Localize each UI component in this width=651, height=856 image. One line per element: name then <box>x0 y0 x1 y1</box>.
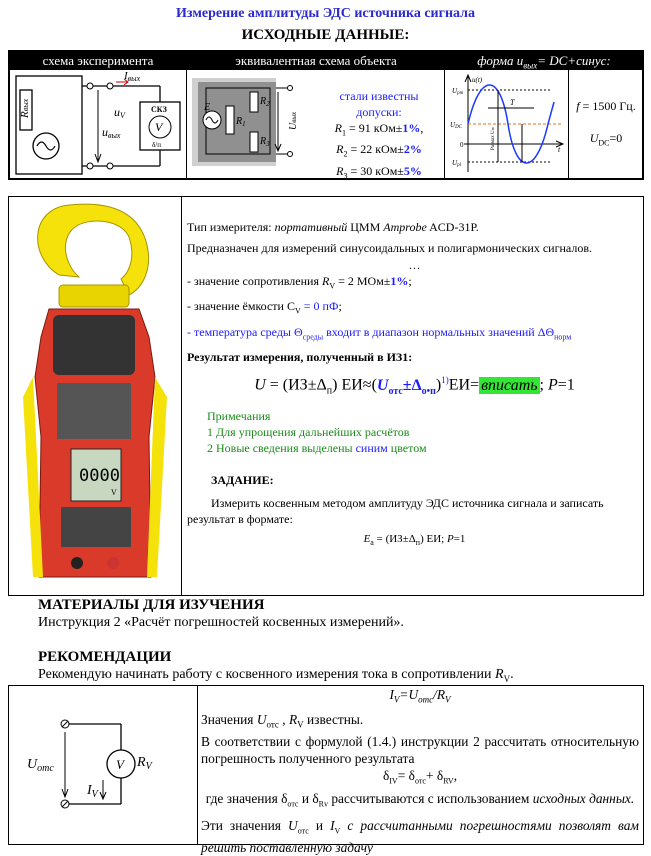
conclusion: Эти значения $U_{отс}$ и $I_V$ с рассчитанными погрешностями позволят вам решить поставленную задачу <box>201 817 639 856</box>
voltmeter-v-label: V <box>116 757 124 772</box>
temperature-param: - температура среды $\Theta_{среды}$ входит в диапазон нормальных значений $\Delta\Theta_{норм}$ <box>187 324 572 342</box>
recommendations-text: Рекомендую начинать работу с косвенного измерения тока в сопротивлении $R_V$. <box>38 667 514 684</box>
rms-label: СКЗ <box>151 105 167 114</box>
u-pm-label: Upm <box>452 87 464 96</box>
current-formula: $I_V=U_{отс}/R_V$ <box>389 687 451 705</box>
header-experiment-scheme: схема эксперимента <box>42 53 154 68</box>
initial-data-table <box>8 50 644 180</box>
tolerances-block <box>316 88 442 184</box>
capacitance-param: - значение ёмкости $С_V = 0$ пФ; <box>187 299 342 316</box>
table-header-bar <box>10 52 642 70</box>
tolerances-caption: стали известны <box>339 89 419 103</box>
u-t-label: u(t) <box>472 76 483 84</box>
section-title-initial-data: ИСХОДНЫЕ ДАННЫЕ: <box>241 27 410 43</box>
meter-display-unit: V <box>111 488 117 497</box>
header-waveform: форма $u_{вых}=$ DC+синус: <box>477 53 611 71</box>
u-out-label: Uвых <box>288 111 299 130</box>
equivalent-circuit-diagram <box>192 74 312 174</box>
instrument-info <box>187 217 642 553</box>
task-text: Измерить косвенным методом амплитуду ЭДС источника сигнала и записать результат в формате: <box>187 495 604 526</box>
dc-value: $U_{DC}=0$ <box>589 131 623 148</box>
r-v-label: $R_V$ <box>137 755 152 772</box>
instrument-purpose: Предназначен для измерений синусоидальных и полигармонических сигналов. <box>187 241 593 255</box>
r2-tolerance: $R_2 = 22$ кОм±2% <box>336 142 422 159</box>
meter-v-label: V <box>155 120 163 134</box>
recommendations-title: РЕКОМЕНДАЦИИ <box>38 649 172 665</box>
period-label: T <box>510 98 515 107</box>
i-out-label: Iвых <box>124 70 141 83</box>
task-format: $E_a = (ИЗ\pm\Delta_п)$ ЕИ; P=1 <box>363 532 466 547</box>
tolerances-caption: допуски: <box>356 105 402 119</box>
ellipsis: … <box>408 258 421 272</box>
result-label: Результат измерения, полученный в ИЗ1: <box>187 350 413 365</box>
r3-tolerance: $R_3 = 30$ кОм±5% <box>336 163 422 181</box>
instrument-table <box>8 196 644 596</box>
fill-in-highlight: вписать <box>481 376 538 394</box>
u-v-label: uV <box>114 105 125 120</box>
u-ots-label: $U_{отс}$ <box>27 757 54 774</box>
current-circuit-diagram <box>9 686 197 844</box>
experiment-circuit-diagram <box>10 70 186 178</box>
u-pl-label: Upl <box>452 159 461 168</box>
materials-text: Инструкция 2 «Расчёт погрешностей косвенных измерений». <box>38 615 404 630</box>
note-2: 2 Новые сведения выделены синим цветом <box>207 440 427 455</box>
waveform-graph <box>450 72 566 178</box>
result-formula: $U = (ИЗ\pm\Delta_п)$ $ЕИ\approx(U_{отс}\pm\Delta_{о•п})^{1)}ЕИ=$ вписать ; P=1 <box>254 375 575 397</box>
instrument-type: Тип измерителя: портативный ЦММ Amprobe ACD-31P. <box>187 220 479 234</box>
meter-display-digits: 0000 <box>79 466 120 486</box>
r-out-label: Rвых <box>19 98 31 118</box>
r3-label: $R_3$ <box>260 136 270 148</box>
current-circuit-cell <box>9 686 198 844</box>
divider <box>444 52 445 178</box>
task-title: ЗАДАНИЕ: <box>211 472 274 487</box>
r2-label: $R_2$ <box>260 96 270 108</box>
t-axis-label: t <box>558 145 561 154</box>
u-dc-label: UDC <box>450 121 463 130</box>
amplitude-label: Размах Um <box>490 127 496 150</box>
page-title: Измерение амплитуды ЭДС источника сигнала <box>176 6 475 21</box>
r1-label: $R_1$ <box>236 116 246 128</box>
notes <box>207 408 642 456</box>
recommendation-steps <box>201 686 639 856</box>
clamp-meter-image <box>9 197 181 595</box>
frequency: f = 1500 Гц. <box>576 99 636 113</box>
r1-tolerance: $R_1 = 91$ кОм±1%, <box>334 121 424 138</box>
signal-params <box>570 98 642 151</box>
u-out-label: uвых <box>102 125 121 140</box>
error-sum-formula: $\delta_{IV}= \delta_{отс}+ \delta_{RV}$, <box>382 768 458 787</box>
materials-title: МАТЕРИАЛЫ ДЛЯ ИЗУЧЕНИЯ <box>38 597 265 613</box>
error-source-note: где значения $\delta_{отс}$ и $\delta_{Rv}$ рассчитываются с использованием исходных данных. <box>205 791 635 809</box>
notes-title: Примечания <box>207 408 271 423</box>
step-calc-error: В соответствии с формулой (1.4.) инструкции 2 рассчитать относительную погрешность полученного результата <box>201 734 639 767</box>
divider <box>568 70 569 178</box>
meter-class-label: δ/п <box>152 141 161 149</box>
i-v-label: $I_V$ <box>87 783 98 800</box>
meter-image-cell <box>9 197 182 595</box>
zero-label: 0 <box>460 141 464 149</box>
known-values: Значения $U_{отс}$ , $R_V$ известны. <box>201 711 364 730</box>
note-1: 1 Для упрощения дальнейших расчётов <box>207 424 410 439</box>
header-equivalent-scheme: эквивалентная схема объекта <box>235 53 397 68</box>
divider <box>186 52 187 178</box>
recommendation-table <box>8 685 644 856</box>
e-label: E <box>204 102 211 113</box>
resistance-param: - значение сопротивления $R_V = 2$ МОм±1%; <box>187 274 412 291</box>
